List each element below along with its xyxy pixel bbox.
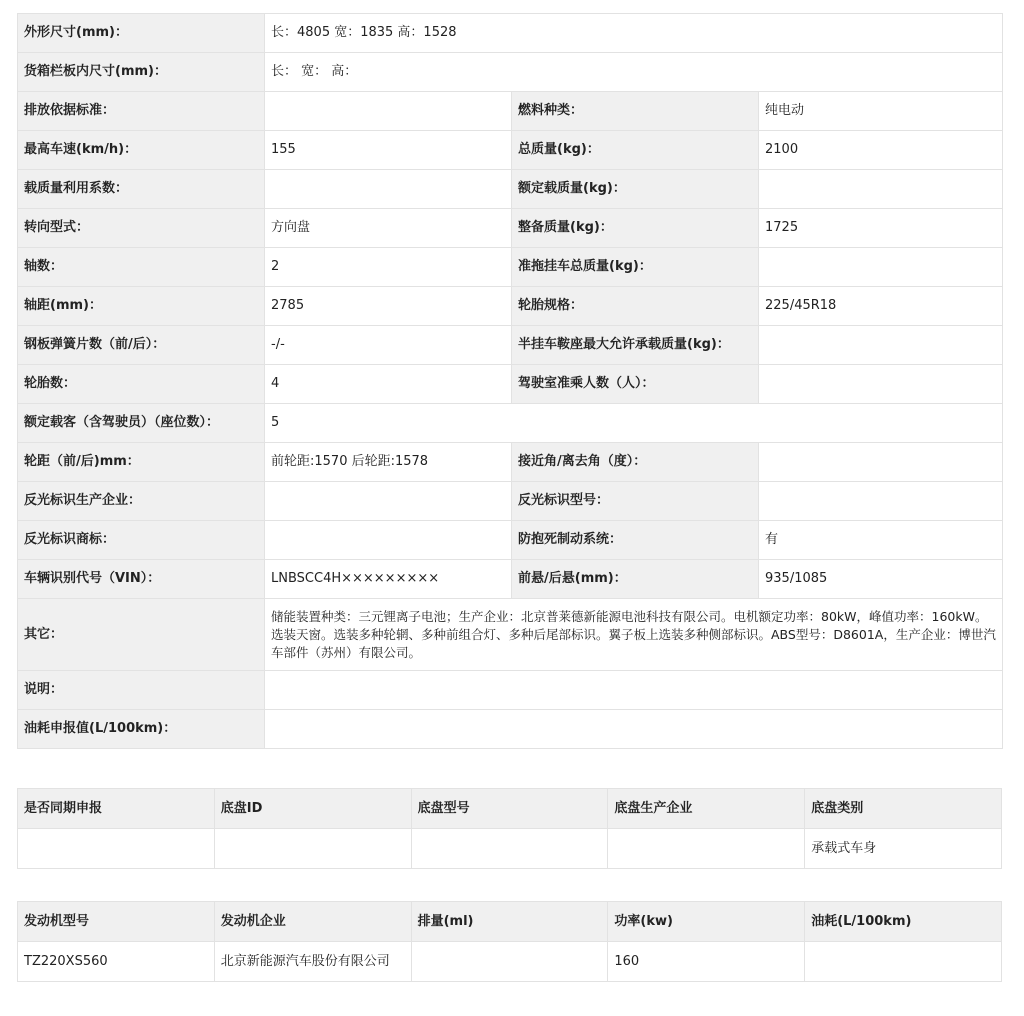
engine-header-row bbox=[18, 902, 1002, 942]
axles-label: 轴数： bbox=[18, 248, 265, 287]
abs-value: 有 bbox=[759, 521, 1003, 560]
other-value: 储能装置种类：三元锂离子电池；生产企业：北京普莱德新能源电池科技有限公司。电机额定功率：80kW，峰值功率：160kW。选装天窗。选装多种轮辋、多种前组合灯、多种后尾部标识。翼子板上选装多种侧部标识。ABS型号：D8601A，生产企业：博世汽车部件（苏州）有限公司。 bbox=[265, 599, 1003, 671]
load-util-value bbox=[265, 170, 512, 209]
chassis-row bbox=[18, 829, 1002, 869]
reflect-model-label: 反光标识型号： bbox=[512, 482, 759, 521]
spec-row bbox=[18, 326, 1003, 365]
spec-row bbox=[18, 287, 1003, 326]
note-label: 说明： bbox=[18, 671, 265, 710]
spec-row bbox=[18, 482, 1003, 521]
engine-cell: 北京新能源汽车股份有限公司 bbox=[214, 942, 411, 982]
chassis-cell bbox=[18, 829, 215, 869]
curb-mass-label: 整备质量(kg)： bbox=[512, 209, 759, 248]
chassis-table bbox=[17, 788, 1002, 869]
emission-value bbox=[265, 92, 512, 131]
fuel-value: 纯电动 bbox=[759, 92, 1003, 131]
note-value bbox=[265, 671, 1003, 710]
chassis-cell: 承载式车身 bbox=[805, 829, 1002, 869]
chassis-header-cell: 底盘生产企业 bbox=[608, 789, 805, 829]
load-util-label: 载质量利用系数： bbox=[18, 170, 265, 209]
vin-label: 车辆识别代号（VIN）： bbox=[18, 560, 265, 599]
steering-label: 转向型式： bbox=[18, 209, 265, 248]
cargo-size-value: 长： 宽： 高： bbox=[265, 53, 1003, 92]
track-label: 轮距（前/后)mm： bbox=[18, 443, 265, 482]
spec-row bbox=[18, 443, 1003, 482]
spec-row bbox=[18, 14, 1003, 53]
spec-row bbox=[18, 170, 1003, 209]
engine-cell: TZ220XS560 bbox=[18, 942, 215, 982]
spec-row bbox=[18, 131, 1003, 170]
engine-header-cell: 功率(kw) bbox=[608, 902, 805, 942]
tire-spec-value: 225/45R18 bbox=[759, 287, 1003, 326]
outer-size-label: 外形尺寸(mm)： bbox=[18, 14, 265, 53]
steering-value: 方向盘 bbox=[265, 209, 512, 248]
trailer-mass-value bbox=[759, 248, 1003, 287]
spec-row bbox=[18, 671, 1003, 710]
wheelbase-value: 2785 bbox=[265, 287, 512, 326]
tire-count-label: 轮胎数： bbox=[18, 365, 265, 404]
emission-label: 排放依据标准： bbox=[18, 92, 265, 131]
chassis-header-cell: 底盘ID bbox=[214, 789, 411, 829]
saddle-value bbox=[759, 326, 1003, 365]
seats-label: 额定载客（含驾驶员）（座位数）： bbox=[18, 404, 265, 443]
reflect-maker-label: 反光标识生产企业： bbox=[18, 482, 265, 521]
track-value: 前轮距:1570 后轮距:1578 bbox=[265, 443, 512, 482]
fuel-consumption-value bbox=[265, 710, 1003, 749]
rated-load-value bbox=[759, 170, 1003, 209]
chassis-header-cell: 底盘型号 bbox=[411, 789, 608, 829]
abs-label: 防抱死制动系统： bbox=[512, 521, 759, 560]
chassis-cell bbox=[608, 829, 805, 869]
reflect-model-value bbox=[759, 482, 1003, 521]
spec-row bbox=[18, 710, 1003, 749]
engine-cell bbox=[411, 942, 608, 982]
axles-value: 2 bbox=[265, 248, 512, 287]
total-mass-label: 总质量(kg)： bbox=[512, 131, 759, 170]
spec-row bbox=[18, 92, 1003, 131]
engine-header-cell: 发动机型号 bbox=[18, 902, 215, 942]
spec-row bbox=[18, 53, 1003, 92]
engine-table bbox=[17, 901, 1002, 982]
angle-label: 接近角/离去角（度）： bbox=[512, 443, 759, 482]
total-mass-value: 2100 bbox=[759, 131, 1003, 170]
max-speed-label: 最高车速(km/h)： bbox=[18, 131, 265, 170]
engine-cell bbox=[805, 942, 1002, 982]
engine-cell: 160 bbox=[608, 942, 805, 982]
vin-value: LNBSCC4H××××××××× bbox=[265, 560, 512, 599]
chassis-cell bbox=[411, 829, 608, 869]
reflect-maker-value bbox=[265, 482, 512, 521]
outer-size-value: 长：4805 宽：1835 高：1528 bbox=[265, 14, 1003, 53]
tire-count-value: 4 bbox=[265, 365, 512, 404]
engine-header-cell: 发动机企业 bbox=[214, 902, 411, 942]
rated-load-label: 额定载质量(kg)： bbox=[512, 170, 759, 209]
spec-row bbox=[18, 365, 1003, 404]
curb-mass-value: 1725 bbox=[759, 209, 1003, 248]
reflect-brand-label: 反光标识商标： bbox=[18, 521, 265, 560]
overhang-label: 前悬/后悬(mm)： bbox=[512, 560, 759, 599]
spec-row bbox=[18, 209, 1003, 248]
engine-row bbox=[18, 942, 1002, 982]
vehicle-spec-table bbox=[17, 13, 1003, 749]
wheelbase-label: 轴距(mm)： bbox=[18, 287, 265, 326]
other-label: 其它： bbox=[18, 599, 265, 671]
overhang-value: 935/1085 bbox=[759, 560, 1003, 599]
engine-header-cell: 排量(ml) bbox=[411, 902, 608, 942]
chassis-header-cell: 底盘类别 bbox=[805, 789, 1002, 829]
spec-row bbox=[18, 248, 1003, 287]
chassis-header-row bbox=[18, 789, 1002, 829]
seats-value: 5 bbox=[265, 404, 1003, 443]
saddle-label: 半挂车鞍座最大允许承载质量(kg)： bbox=[512, 326, 759, 365]
chassis-cell bbox=[214, 829, 411, 869]
cab-passengers-value bbox=[759, 365, 1003, 404]
engine-header-cell: 油耗(L/100km) bbox=[805, 902, 1002, 942]
max-speed-value: 155 bbox=[265, 131, 512, 170]
spec-row bbox=[18, 560, 1003, 599]
cargo-size-label: 货箱栏板内尺寸(mm)： bbox=[18, 53, 265, 92]
trailer-mass-label: 准拖挂车总质量(kg)： bbox=[512, 248, 759, 287]
angle-value bbox=[759, 443, 1003, 482]
fuel-label: 燃料种类： bbox=[512, 92, 759, 131]
cab-passengers-label: 驾驶室准乘人数（人）： bbox=[512, 365, 759, 404]
spec-row bbox=[18, 521, 1003, 560]
spec-row bbox=[18, 599, 1003, 671]
leaf-spring-value: -/- bbox=[265, 326, 512, 365]
chassis-header-cell: 是否同期申报 bbox=[18, 789, 215, 829]
spec-row bbox=[18, 404, 1003, 443]
reflect-brand-value bbox=[265, 521, 512, 560]
tire-spec-label: 轮胎规格： bbox=[512, 287, 759, 326]
leaf-spring-label: 钢板弹簧片数（前/后）： bbox=[18, 326, 265, 365]
fuel-consumption-label: 油耗申报值(L/100km)： bbox=[18, 710, 265, 749]
